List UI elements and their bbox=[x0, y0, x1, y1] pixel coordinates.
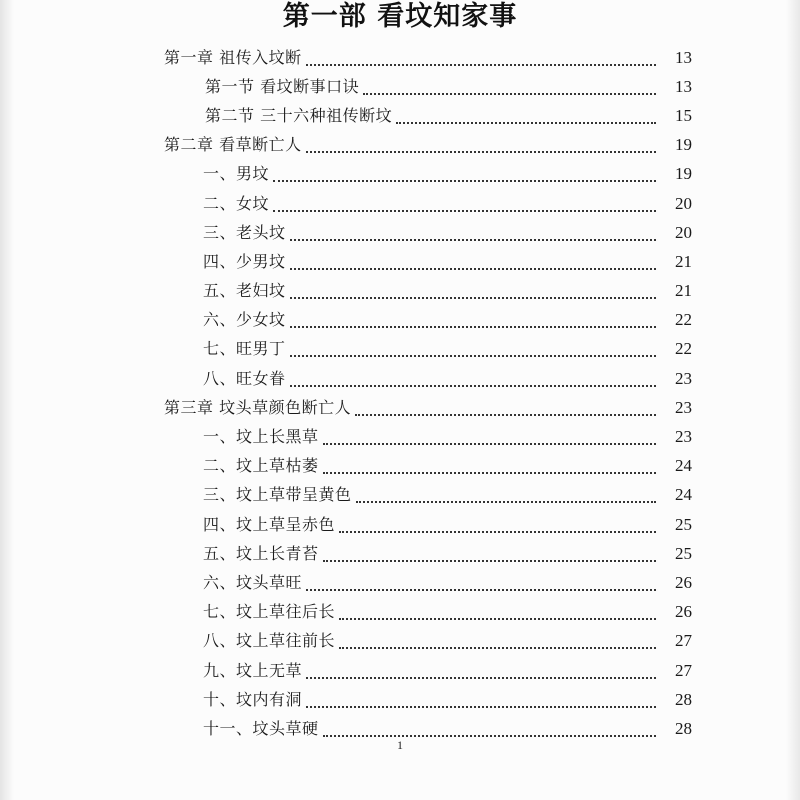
toc-entry-page-number: 22 bbox=[675, 339, 692, 359]
toc-dot-leader bbox=[323, 735, 656, 737]
toc-dot-leader bbox=[306, 677, 656, 679]
toc-entry-page-number: 28 bbox=[675, 718, 692, 738]
toc-entry-page-number: 25 bbox=[675, 543, 692, 563]
toc-entry-page-number: 13 bbox=[675, 76, 692, 96]
toc-dot-leader bbox=[323, 472, 656, 474]
toc-dot-leader bbox=[290, 239, 656, 241]
toc-dot-leader bbox=[356, 501, 656, 503]
toc-entry-label: 十、坟内有洞 bbox=[203, 689, 303, 709]
toc-entry-page-number: 21 bbox=[675, 281, 692, 301]
toc-entry-label: 四、少男坟 bbox=[203, 251, 286, 271]
toc-dot-leader bbox=[306, 589, 656, 591]
toc-dot-leader bbox=[306, 64, 656, 66]
toc-section-entry bbox=[0, 510, 800, 539]
toc-entry-page-number: 22 bbox=[675, 310, 692, 330]
toc-entry-page-number: 24 bbox=[675, 485, 692, 505]
toc-entry-page-number: 23 bbox=[675, 368, 692, 388]
toc-section-entry bbox=[0, 277, 800, 306]
toc-section-entry bbox=[0, 335, 800, 364]
toc-section-entry bbox=[0, 364, 800, 393]
toc-chapter-entry bbox=[0, 131, 800, 160]
toc-chapter-entry bbox=[0, 43, 800, 72]
table-of-contents bbox=[0, 43, 800, 744]
toc-dot-leader bbox=[339, 647, 656, 649]
toc-chapter-entry bbox=[0, 393, 800, 422]
toc-dot-leader bbox=[363, 93, 656, 95]
toc-entry-page-number: 26 bbox=[675, 572, 692, 592]
toc-entry-label: 六、坟头草旺 bbox=[203, 572, 303, 592]
page-number: 1 bbox=[397, 738, 403, 752]
page-title: 第一部 看坟知家事 bbox=[282, 1, 518, 32]
toc-entry-page-number: 19 bbox=[675, 135, 692, 155]
toc-dot-leader bbox=[323, 560, 656, 562]
toc-entry-label: 一、男坟 bbox=[203, 164, 270, 184]
toc-section-entry bbox=[0, 160, 800, 189]
toc-entry-label: 九、坟上无草 bbox=[203, 660, 303, 680]
toc-entry-label: 三、坟上草带呈黄色 bbox=[203, 485, 352, 505]
toc-entry-page-number: 23 bbox=[675, 397, 692, 417]
toc-entry-page-number: 27 bbox=[675, 631, 692, 651]
toc-entry-page-number: 21 bbox=[675, 251, 692, 271]
toc-entry-label: 五、坟上长青苔 bbox=[203, 543, 319, 563]
toc-section-entry bbox=[0, 452, 800, 481]
toc-section-entry bbox=[0, 568, 800, 597]
toc-entry-label: 第二章 看草断亡人 bbox=[164, 135, 302, 155]
toc-section-entry bbox=[0, 218, 800, 247]
toc-entry-page-number: 23 bbox=[675, 427, 692, 447]
toc-dot-leader bbox=[396, 122, 656, 124]
toc-entry-page-number: 13 bbox=[675, 47, 692, 67]
toc-dot-leader bbox=[290, 297, 656, 299]
toc-dot-leader bbox=[273, 210, 656, 212]
toc-dot-leader bbox=[339, 531, 656, 533]
toc-entry-page-number: 26 bbox=[675, 602, 692, 622]
toc-entry-label: 二、坟上草枯萎 bbox=[203, 456, 319, 476]
toc-section-entry bbox=[0, 72, 800, 101]
toc-entry-label: 三、老头坟 bbox=[203, 222, 286, 242]
toc-entry-label: 第一章 祖传入坟断 bbox=[164, 47, 302, 67]
toc-entry-label: 第二节 三十六种祖传断坟 bbox=[205, 105, 393, 125]
toc-entry-page-number: 27 bbox=[675, 660, 692, 680]
toc-entry-label: 五、老妇坟 bbox=[203, 281, 286, 301]
toc-section-entry bbox=[0, 656, 800, 685]
toc-section-entry bbox=[0, 685, 800, 714]
toc-entry-page-number: 20 bbox=[675, 222, 692, 242]
toc-dot-leader bbox=[290, 355, 656, 357]
toc-entry-label: 七、旺男丁 bbox=[203, 339, 286, 359]
toc-dot-leader bbox=[339, 618, 656, 620]
toc-dot-leader bbox=[306, 151, 656, 153]
toc-dot-leader bbox=[290, 326, 656, 328]
toc-entry-label: 七、坟上草往后长 bbox=[203, 602, 336, 622]
toc-entry-label: 十一、坟头草硬 bbox=[203, 718, 319, 738]
toc-dot-leader bbox=[290, 268, 656, 270]
toc-entry-page-number: 15 bbox=[675, 105, 692, 125]
toc-entry-page-number: 28 bbox=[675, 689, 692, 709]
toc-entry-label: 第三章 坟头草颜色断亡人 bbox=[164, 397, 352, 417]
toc-entry-label: 六、少女坟 bbox=[203, 310, 286, 330]
toc-entry-label: 八、旺女眷 bbox=[203, 368, 286, 388]
toc-entry-label: 一、坟上长黑草 bbox=[203, 427, 319, 447]
toc-entry-page-number: 19 bbox=[675, 164, 692, 184]
toc-dot-leader bbox=[290, 385, 656, 387]
toc-entry-page-number: 25 bbox=[675, 514, 692, 534]
toc-section-entry bbox=[0, 306, 800, 335]
toc-entry-label: 八、坟上草往前长 bbox=[203, 631, 336, 651]
toc-section-entry bbox=[0, 481, 800, 510]
toc-section-entry bbox=[0, 247, 800, 276]
toc-section-entry bbox=[0, 189, 800, 218]
toc-section-entry bbox=[0, 627, 800, 656]
toc-entry-label: 二、女坟 bbox=[203, 193, 270, 213]
toc-dot-leader bbox=[306, 706, 656, 708]
toc-dot-leader bbox=[273, 180, 656, 182]
toc-entry-label: 第一节 看坟断事口诀 bbox=[205, 76, 360, 96]
toc-dot-leader bbox=[323, 443, 656, 445]
toc-section-entry bbox=[0, 101, 800, 130]
toc-dot-leader bbox=[355, 414, 656, 416]
toc-section-entry bbox=[0, 422, 800, 451]
toc-entry-page-number: 24 bbox=[675, 456, 692, 476]
toc-entry-page-number: 20 bbox=[675, 193, 692, 213]
toc-section-entry bbox=[0, 539, 800, 568]
toc-entry-label: 四、坟上草呈赤色 bbox=[203, 514, 336, 534]
toc-section-entry bbox=[0, 598, 800, 627]
